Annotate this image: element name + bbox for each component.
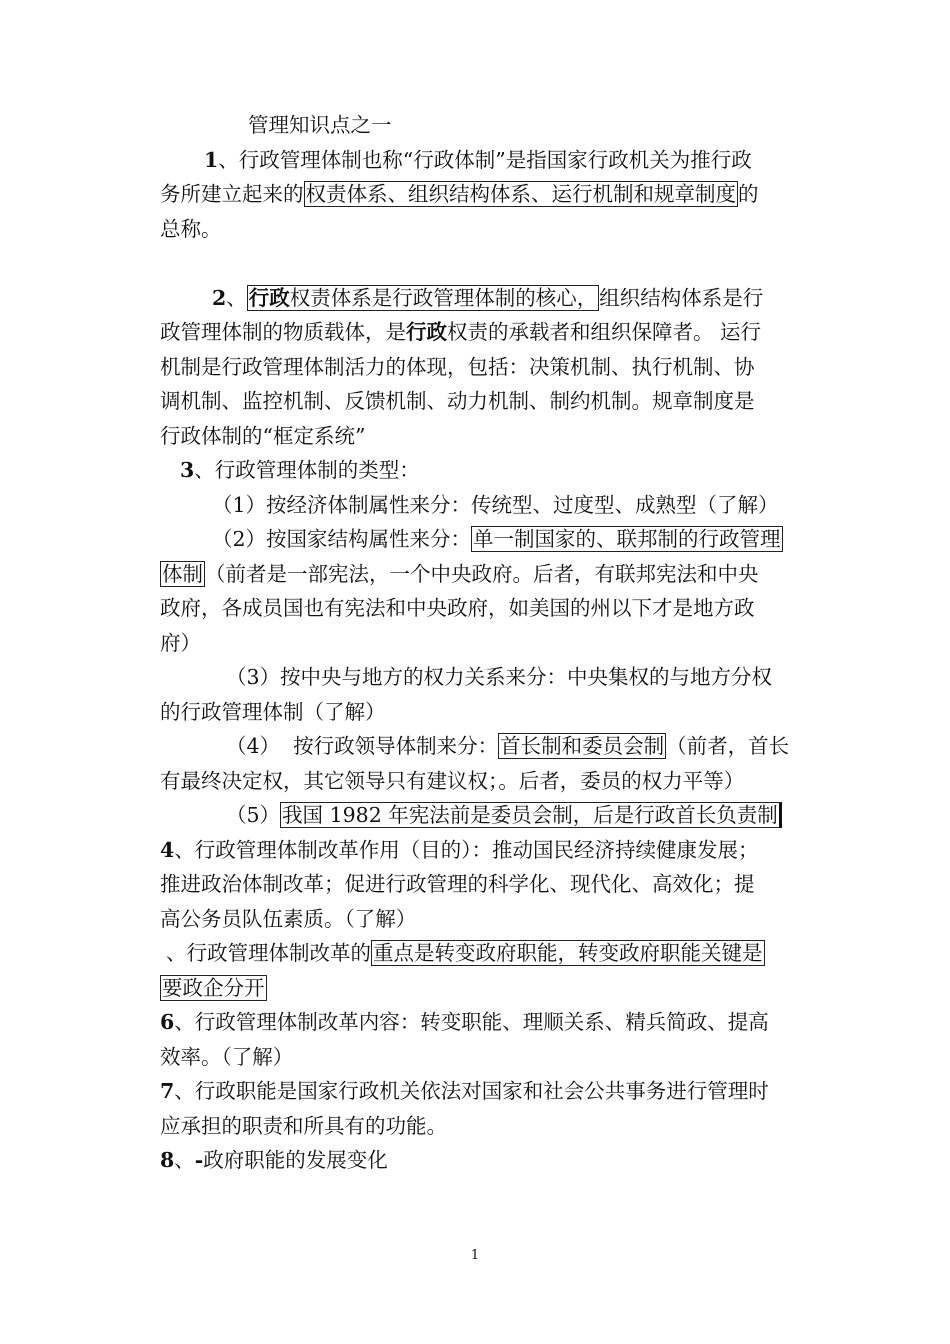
paragraph-2-line-2 [160, 315, 810, 350]
bold-text: - [194, 1148, 204, 1172]
text: 的 [738, 182, 759, 206]
bold-text: 行政 [248, 285, 290, 310]
text: 有最终决定权，其它领导只有建议权；。后者，委员的权力平等） [160, 768, 745, 793]
text: 总称。 [160, 216, 222, 241]
page-content [160, 108, 810, 1178]
highlight-box: 体制 [162, 561, 203, 586]
paragraph-5-line-1 [160, 936, 810, 971]
paragraph-6-line-1 [160, 1005, 810, 1040]
text: 、 [174, 1148, 195, 1172]
text: 府） [160, 630, 201, 655]
text: 效率。（了解） [160, 1044, 294, 1069]
paragraph-1-line-1 [160, 143, 810, 178]
paragraph-1-line-2 [160, 177, 810, 212]
text: 政管理体制的物质载体，是 [160, 320, 406, 344]
text: 组织结构体系是行 [599, 285, 764, 310]
page-title [160, 108, 810, 143]
highlight-box: 我国 1982 年宪法前是委员会制，后是行政首长负责制 [280, 802, 782, 828]
text: 高公务员队伍素质。（了解） [160, 906, 417, 931]
page-number: 1 [470, 1248, 480, 1263]
paragraph-3-sub-2-line-1 [160, 522, 810, 557]
text: 机制是行政管理体制活力的体现，包括：决策机制、执行机制、协 [160, 354, 755, 379]
paragraph-5-line-2 [160, 971, 810, 1006]
item-number: 6 [160, 1010, 175, 1034]
text: 务所建立起来的 [160, 182, 304, 206]
item-number: 4 [160, 837, 175, 862]
paragraph-7-line-1 [160, 1074, 810, 1109]
highlight-box: 单一制国家的、联邦制的行政管理 [473, 527, 781, 551]
text: （前者是一部宪法，一个中央政府。后者，有联邦宪法和中央 [205, 561, 759, 586]
paragraph-2-line-3 [160, 350, 810, 385]
text: 推进政治体制改革；促进行政管理的科学化、现代化、高效化；提 [160, 872, 755, 896]
text: 、行政管理体制改革的 [166, 941, 371, 965]
text: （1）按经济体制属性来分：传统型、过度型、成熟型（了解） [212, 492, 779, 517]
paragraph-4-line-2 [160, 867, 810, 902]
text: （4） 按行政领导体制来分： [226, 734, 499, 758]
text: 政府职能的发展变化 [203, 1148, 388, 1172]
paragraph-7-line-2 [160, 1109, 810, 1144]
paragraph-3-sub-2-line-4 [160, 626, 810, 661]
paragraph-4-line-3 [160, 902, 810, 937]
highlight-box: 要政企分开 [162, 975, 265, 1000]
paragraph-3-sub-5 [160, 798, 810, 833]
text: （2）按国家结构属性来分： [212, 527, 472, 551]
bold-text: 行政 [406, 320, 447, 344]
text: 、行政管理体制改革内容：转变职能、理顺关系、精兵简政、提高 [174, 1010, 769, 1034]
title-text: 管理知识点之一 [248, 113, 392, 137]
text: 、行政管理体制改革作用（目的）：推动国民经济持续健康发展； [174, 837, 759, 862]
text: （前者，首长 [666, 734, 790, 758]
paragraph-3-sub-1 [160, 488, 810, 523]
item-number: 2 [212, 285, 227, 310]
text: 、行政管理体制也称“行政体制”是指国家行政机关为推行政 [218, 147, 752, 172]
text: 权责体系是行政管理体制的核心， [289, 285, 598, 310]
text: 、行政管理体制的类型： [194, 458, 420, 482]
paragraph-1-line-3 [160, 212, 810, 247]
paragraph-4-line-1 [160, 833, 810, 868]
paragraph-3-sub-3-line-1 [160, 660, 810, 695]
paragraph-3-sub-4-line-2 [160, 764, 810, 799]
paragraph-6-line-2 [160, 1040, 810, 1075]
text: 的行政管理体制（了解） [160, 699, 386, 724]
text: 、 [226, 285, 247, 310]
highlight-box: 重点是转变政府职能，转变政府职能关键是 [373, 941, 763, 965]
paragraph-3-sub-4-line-1 [160, 729, 810, 764]
highlight-box: 首长制和委员会制 [500, 734, 665, 758]
paragraph-2-line-4 [160, 384, 810, 419]
item-number: 8 [160, 1148, 175, 1172]
text: 应承担的职责和所具有的功能。 [160, 1113, 447, 1138]
highlight-box: 权责体系、组织结构体系、运行机制和规章制度 [305, 182, 736, 206]
blank-line [160, 246, 810, 281]
item-number: 7 [160, 1079, 175, 1103]
text: （5） [226, 803, 281, 827]
text: 行政体制的“框定系统” [160, 423, 366, 448]
highlight-box [247, 285, 600, 311]
paragraph-3-sub-2-line-2 [160, 557, 810, 592]
paragraph-2-line-1 [160, 281, 810, 316]
paragraph-3-heading [160, 453, 810, 488]
paragraph-3-sub-2-line-3 [160, 591, 810, 626]
item-number: 1 [204, 147, 219, 172]
paragraph-8-line-1 [160, 1143, 810, 1178]
item-number: 3 [180, 458, 195, 482]
text: 、行政职能是国家行政机关依法对国家和社会公共事务进行管理时 [174, 1079, 769, 1103]
paragraph-2-line-5 [160, 419, 810, 454]
text: 政府，各成员国也有宪法和中央政府，如美国的州以下才是地方政 [160, 596, 755, 620]
paragraph-3-sub-3-line-2 [160, 695, 810, 730]
text: （3）按中央与地方的权力关系来分：中央集权的与地方分权 [226, 665, 773, 689]
text: 权责的承载者和组织保障者。 运行 [447, 320, 762, 344]
text: 调机制、监控机制、反馈机制、动力机制、制约机制。规章制度是 [160, 389, 755, 413]
